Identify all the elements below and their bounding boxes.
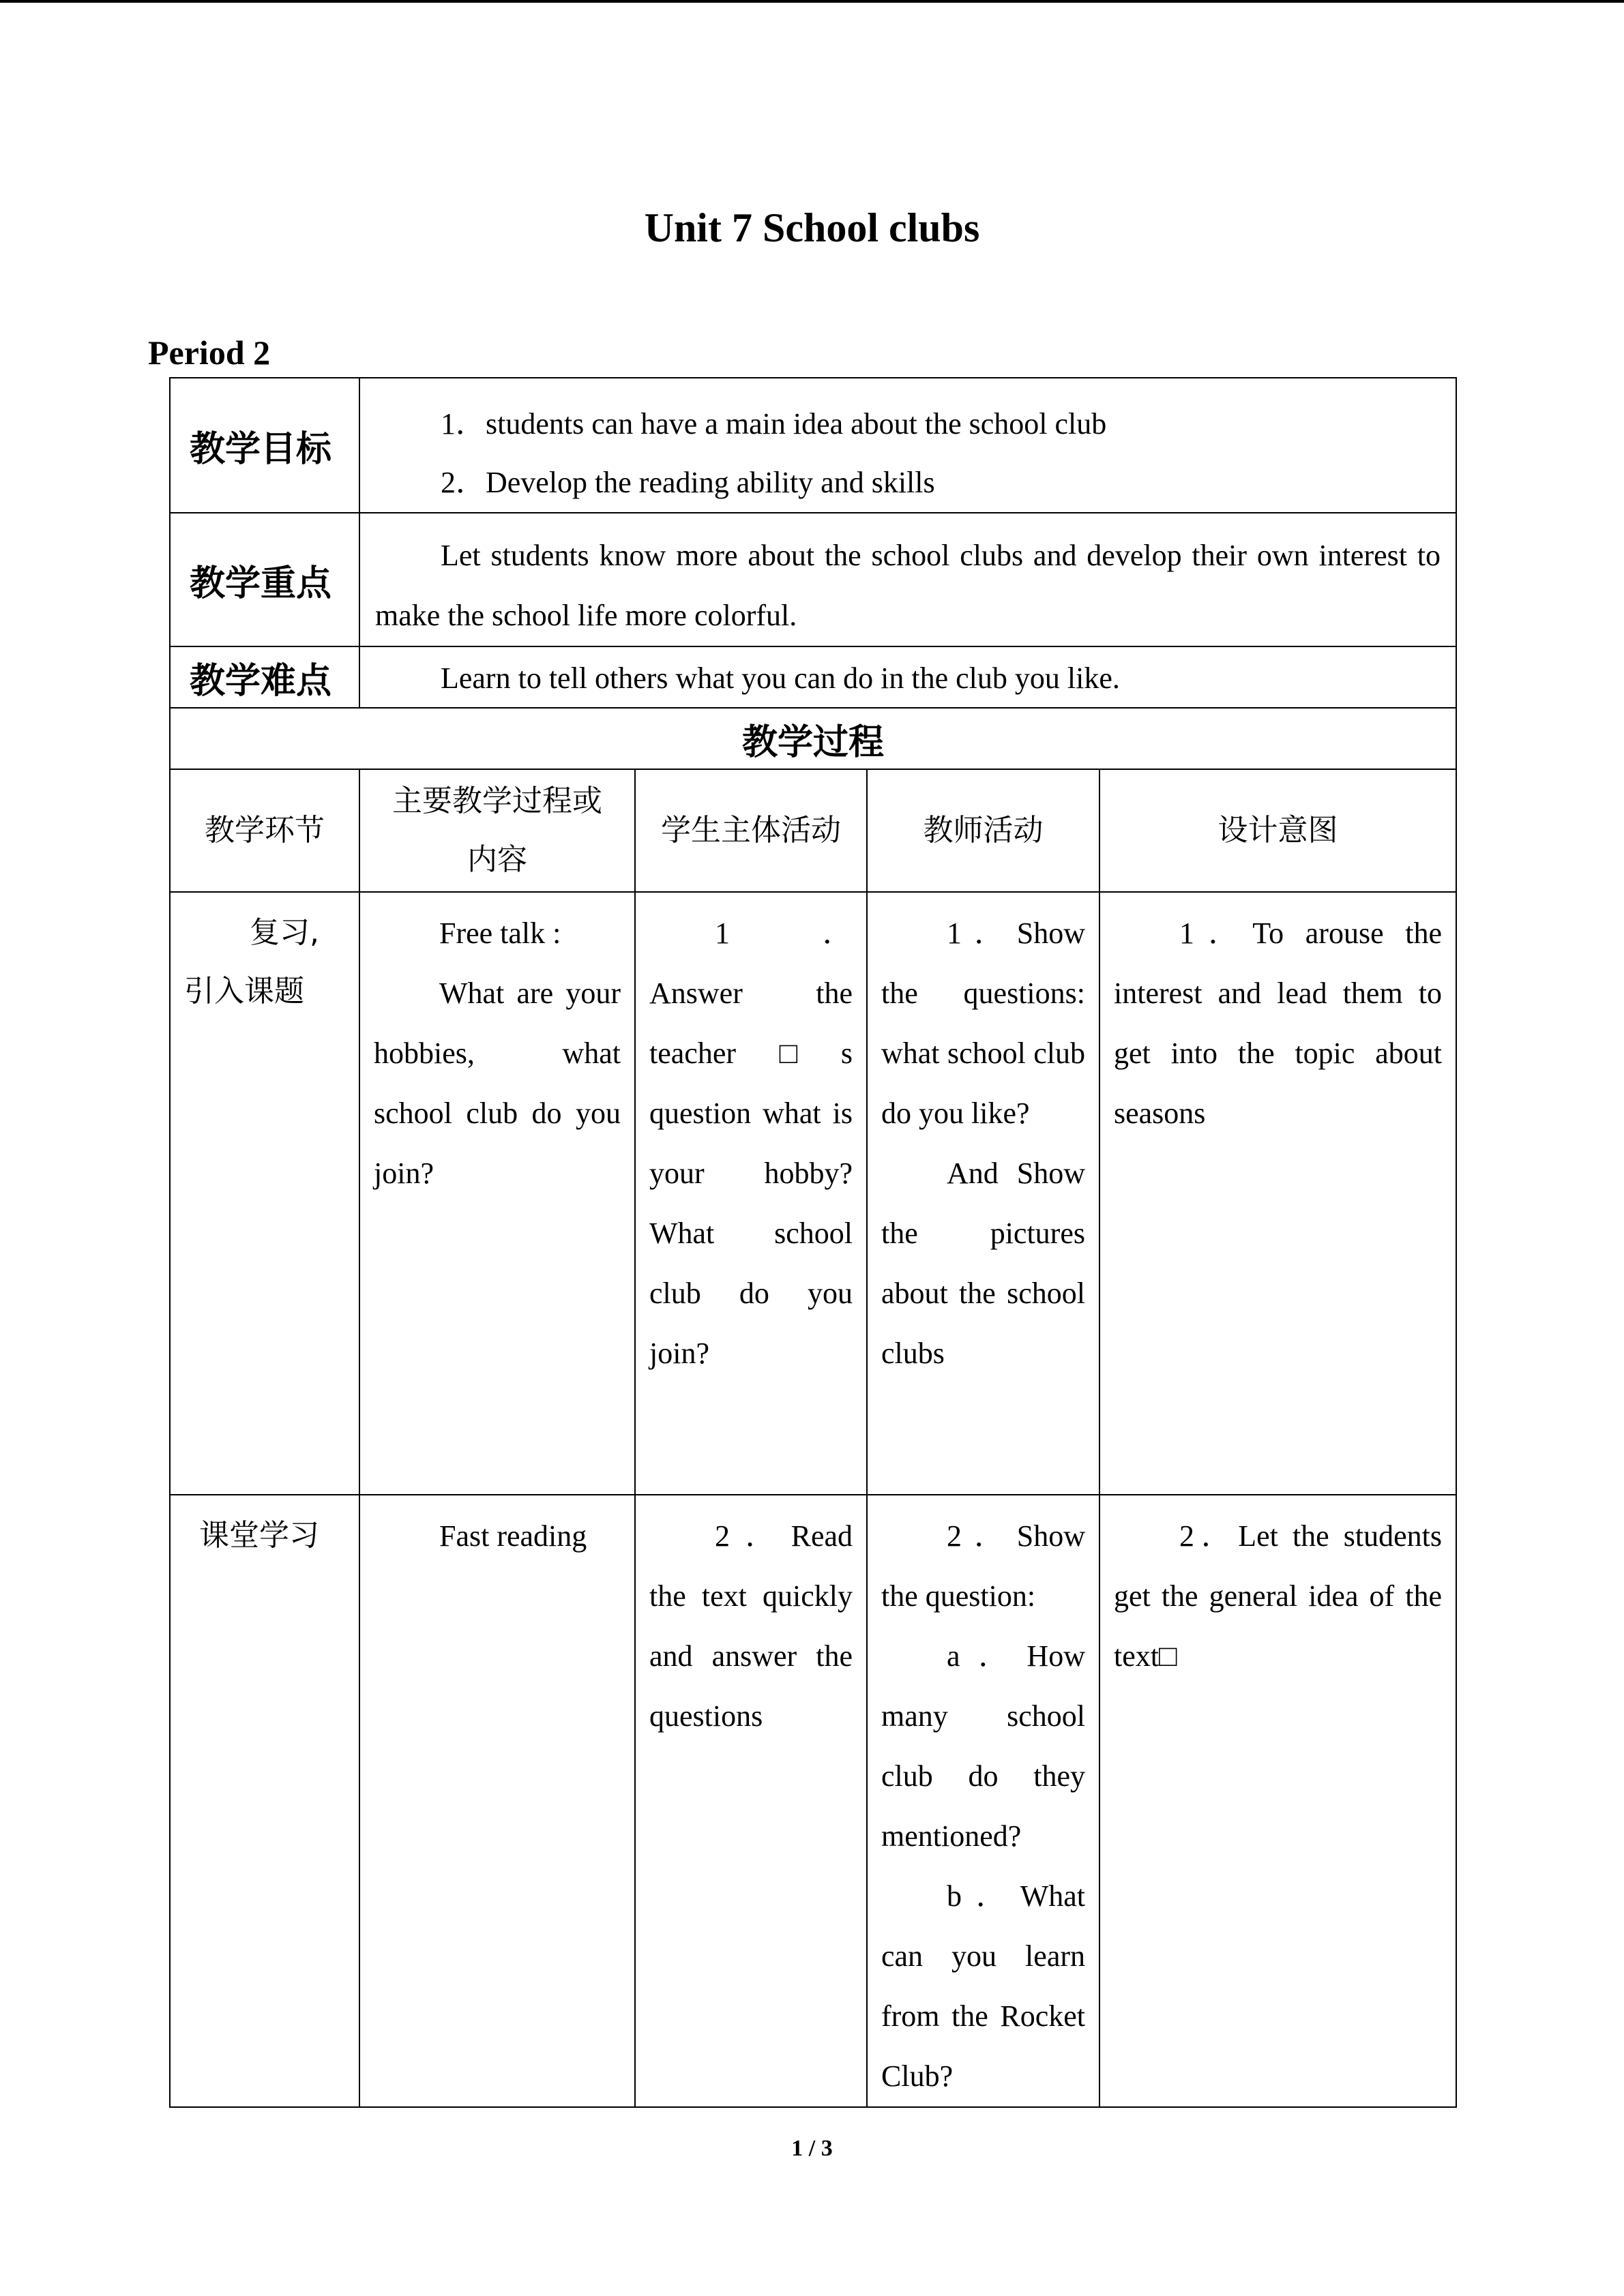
difficulties-text: Learn to tell others what you can do in the club you like. (441, 661, 1120, 695)
teacher-activity-line: 1．Show the questions: what school club do you like? (881, 916, 1085, 1130)
page-top-border (0, 0, 1624, 3)
stage-cell (170, 892, 359, 1495)
process-heading-row (170, 708, 1456, 769)
key-points-label: 教学重点 (170, 513, 359, 646)
objectives-row (170, 378, 1456, 513)
design-purpose-text: 2．Let the students get the general idea of the text□ (1114, 1519, 1443, 1673)
student-activity-text: 1．Answer the teacher□s question what is your hobby? What school club do you join? (649, 916, 853, 1370)
teacher-activity-cell (867, 892, 1099, 1495)
key-points-text: Let students know more about the school clubs and develop their own interest to make the school life more colorful. (375, 539, 1441, 632)
student-activity-cell (635, 892, 867, 1495)
stage-cell (170, 1495, 359, 2107)
stage-name-line: 复习, (250, 915, 319, 950)
teacher-activity-line: a．How many school club do they mentioned? (881, 1639, 1085, 1853)
column-header-stage: 教学环节 (170, 769, 359, 892)
difficulties-row (170, 646, 1456, 708)
design-purpose-cell (1099, 1495, 1456, 2107)
period-label: Period 2 (148, 333, 271, 372)
lesson-plan-table (169, 377, 1457, 2108)
stage-row-review (170, 892, 1456, 1495)
objective-item: 2．Develop the reading ability and skills (441, 466, 935, 499)
content-cell (359, 1495, 635, 2107)
key-points-row (170, 513, 1456, 646)
stage-row-classroom (170, 1495, 1456, 2107)
design-purpose-text: 1．To arouse the interest and lead them to get into the topic about seasons (1114, 916, 1443, 1130)
process-heading: 教学过程 (170, 708, 1456, 769)
teacher-activity-line: 2．Show the question: (881, 1519, 1085, 1613)
column-header-content: 主要教学过程或内容 (359, 769, 635, 892)
difficulties-label: 教学难点 (170, 646, 359, 708)
teacher-activity-cell (867, 1495, 1099, 2107)
page-number: 1 / 3 (791, 2136, 833, 2161)
stage-name-line: 课堂学习 (199, 1518, 319, 1553)
teacher-activity-line: b．What can you learn from the Rocket Club? (881, 1879, 1085, 2093)
document-title: Unit 7 School clubs (644, 205, 980, 250)
content-line: What are your hobbies, what school club do you join? (374, 976, 621, 1190)
column-header-teacher: 教师活动 (867, 769, 1099, 892)
process-column-header-row (170, 769, 1456, 892)
column-header-student: 学生主体活动 (635, 769, 867, 892)
student-activity-text: 2．Read the text quickly and answer the questions (649, 1519, 853, 1733)
content-line: Fast reading (439, 1519, 587, 1553)
stage-name-line: 引入课题 (184, 974, 304, 1009)
student-activity-cell (635, 1495, 867, 2107)
column-header-purpose: 设计意图 (1099, 769, 1456, 892)
content-cell (359, 892, 635, 1495)
teacher-activity-line: And Show the pictures about the school clubs (881, 1157, 1085, 1370)
objectives-label: 教学目标 (170, 378, 359, 513)
content-line: Free talk : (439, 916, 561, 950)
design-purpose-cell (1099, 892, 1456, 1495)
objective-item: 1．students can have a main idea about the school club (441, 407, 1107, 441)
